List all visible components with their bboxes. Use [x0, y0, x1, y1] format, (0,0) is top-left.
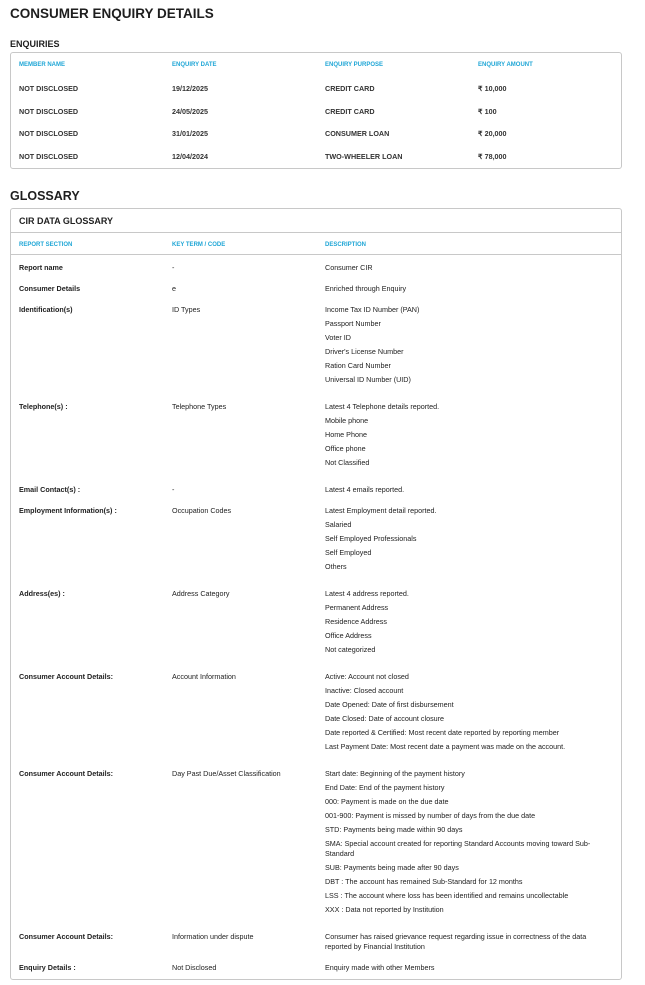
table-cell: 31/01/2025 — [172, 129, 208, 138]
description — [325, 670, 613, 754]
column-header: ENQUIRY DATE — [172, 62, 217, 68]
description-line: Inactive: Closed account — [325, 686, 404, 695]
table-row — [11, 958, 621, 979]
report-section: Enquiry Details : — [19, 963, 76, 972]
table-cell: CREDIT CARD — [325, 106, 375, 116]
key-term: e — [172, 284, 176, 293]
description-line: Latest 4 Telephone details reported. — [325, 402, 440, 411]
description-line: STD: Payments being made within 90 days — [325, 825, 463, 834]
description-line: 001-900: Payment is missed by number of days from the due date — [325, 811, 536, 820]
table-cell: NOT DISCLOSED — [19, 84, 79, 93]
description-line: Start date: Beginning of the payment history — [325, 769, 465, 778]
description-line: Home Phone — [325, 430, 367, 439]
table-cell: 12/04/2024 — [172, 151, 208, 161]
table-cell: 19/12/2025 — [172, 84, 208, 93]
description-line: Office Address — [325, 631, 372, 640]
report-section: Employment Information(s) : — [19, 506, 117, 515]
description-line: Active: Account not closed — [325, 672, 409, 681]
report-section: Address(es) : — [19, 589, 65, 598]
report-section: Consumer Account Details: — [19, 672, 113, 681]
description-line: Salaried — [325, 520, 352, 529]
description-line: Others — [325, 562, 347, 571]
description-line: End Date: End of the payment history — [325, 783, 445, 792]
key-term: Day Past Due/Asset Classification — [172, 769, 281, 778]
table-row — [11, 258, 621, 279]
report-section: Telephone(s) : — [19, 402, 68, 411]
enquiries-heading: ENQUIRIES — [10, 39, 60, 49]
column-header: REPORT SECTION — [19, 242, 73, 248]
report-section: Email Contact(s) : — [19, 485, 81, 494]
description-line: Universal ID Number (UID) — [325, 375, 411, 384]
table-row — [11, 279, 621, 300]
key-term: Not Disclosed — [172, 963, 217, 972]
description-line: Not Classified — [325, 458, 370, 467]
description-line: Latest 4 address reported. — [325, 589, 409, 598]
description — [325, 303, 613, 387]
description-line: Income Tax ID Number (PAN) — [325, 305, 420, 314]
description-line: Office phone — [325, 444, 366, 453]
glossary-box-title: CIR DATA GLOSSARY — [11, 209, 621, 233]
description-line: SUB: Payments being made after 90 days — [325, 863, 459, 872]
report-section: Consumer Account Details: — [19, 769, 113, 778]
table-cell: ₹ 20,000 — [478, 129, 507, 138]
report-section: Consumer Account Details: — [19, 932, 113, 941]
description-line: Permanent Address — [325, 603, 389, 612]
column-header: DESCRIPTION — [325, 242, 367, 248]
description — [325, 261, 613, 275]
description-line: 000: Payment is made on the due date — [325, 797, 449, 806]
description — [325, 767, 613, 917]
key-term: ID Types — [172, 305, 201, 314]
table-cell: NOT DISCLOSED — [19, 129, 79, 138]
description — [325, 483, 613, 497]
key-term: - — [172, 485, 175, 494]
enquiries-table — [10, 52, 622, 169]
description-line: Last Payment Date: Most recent date a payment was made on the account. — [325, 742, 566, 751]
column-header: MEMBER NAME — [19, 62, 65, 68]
key-term: Address Category — [172, 589, 230, 598]
description-line: Driver's License Number — [325, 347, 404, 356]
description-line: Enriched through Enquiry — [325, 284, 407, 293]
table-cell: NOT DISCLOSED — [19, 151, 79, 161]
description-line: XXX : Data not reported by Institution — [325, 905, 444, 914]
table-row — [11, 480, 621, 501]
description — [325, 400, 613, 470]
column-header: ENQUIRY PURPOSE — [325, 62, 384, 68]
glossary-header-row — [11, 233, 621, 255]
description-line: LSS : The account where loss has been identified and remains uncollectable — [325, 891, 569, 900]
key-term: Telephone Types — [172, 402, 227, 411]
description-line: DBT : The account has remained Sub-Standard for 12 months — [325, 877, 523, 886]
table-cell: ₹ 10,000 — [478, 84, 507, 93]
description — [325, 587, 613, 657]
table-cell: CREDIT CARD — [325, 84, 375, 93]
description — [325, 961, 613, 975]
description-line: Self Employed Professionals — [325, 534, 417, 543]
table-row — [11, 667, 621, 764]
table-cell: ₹ 100 — [478, 106, 497, 116]
report-section: Report name — [19, 263, 63, 272]
column-header: ENQUIRY AMOUNT — [478, 62, 533, 68]
description-line: Latest Employment detail reported. — [325, 506, 437, 515]
table-cell: 24/05/2025 — [172, 106, 208, 116]
description-line: Consumer has raised grievance request regarding issue in correctness of the data reported by Financial Institution — [325, 932, 587, 951]
glossary-table — [10, 208, 622, 980]
table-row — [11, 397, 621, 480]
description-line: Passport Number — [325, 319, 381, 328]
description-line: Consumer CIR — [325, 263, 373, 272]
description-line: Date Opened: Date of first disbursement — [325, 700, 454, 709]
report-section: Identification(s) — [19, 305, 73, 314]
description — [325, 930, 613, 954]
report-section: Consumer Details — [19, 284, 81, 293]
glossary-heading: GLOSSARY — [10, 189, 80, 203]
description-line: Date Closed: Date of account closure — [325, 714, 445, 723]
description-line: Ration Card Number — [325, 361, 391, 370]
description-line: Latest 4 emails reported. — [325, 485, 405, 494]
key-term: - — [172, 263, 175, 272]
description-line: Not categorized — [325, 645, 376, 654]
description — [325, 282, 613, 296]
description-line: Mobile phone — [325, 416, 369, 425]
description-line: Enquiry made with other Members — [325, 963, 435, 972]
table-cell: TWO-WHEELER LOAN — [325, 151, 403, 161]
table-row — [11, 584, 621, 667]
description-line: SMA: Special account created for reporting Standard Accounts moving toward Sub-Standard — [325, 839, 591, 858]
table-row — [11, 300, 621, 397]
description-line: Date reported & Certified: Most recent date reported by reporting member — [325, 728, 560, 737]
key-term: Occupation Codes — [172, 506, 232, 515]
table-cell: ₹ 78,000 — [478, 151, 507, 161]
table-row — [11, 501, 621, 584]
table-cell: NOT DISCLOSED — [19, 106, 79, 116]
page-title: CONSUMER ENQUIRY DETAILS — [10, 6, 214, 21]
description-line: Residence Address — [325, 617, 387, 626]
table-row — [11, 927, 621, 958]
key-term: Information under dispute — [172, 932, 254, 941]
key-term: Account Information — [172, 672, 236, 681]
description — [325, 504, 613, 574]
description-line: Voter ID — [325, 333, 351, 342]
table-row — [11, 764, 621, 927]
description-line: Self Employed — [325, 548, 372, 557]
column-header: KEY TERM / CODE — [172, 242, 226, 248]
table-cell: CONSUMER LOAN — [325, 129, 390, 138]
